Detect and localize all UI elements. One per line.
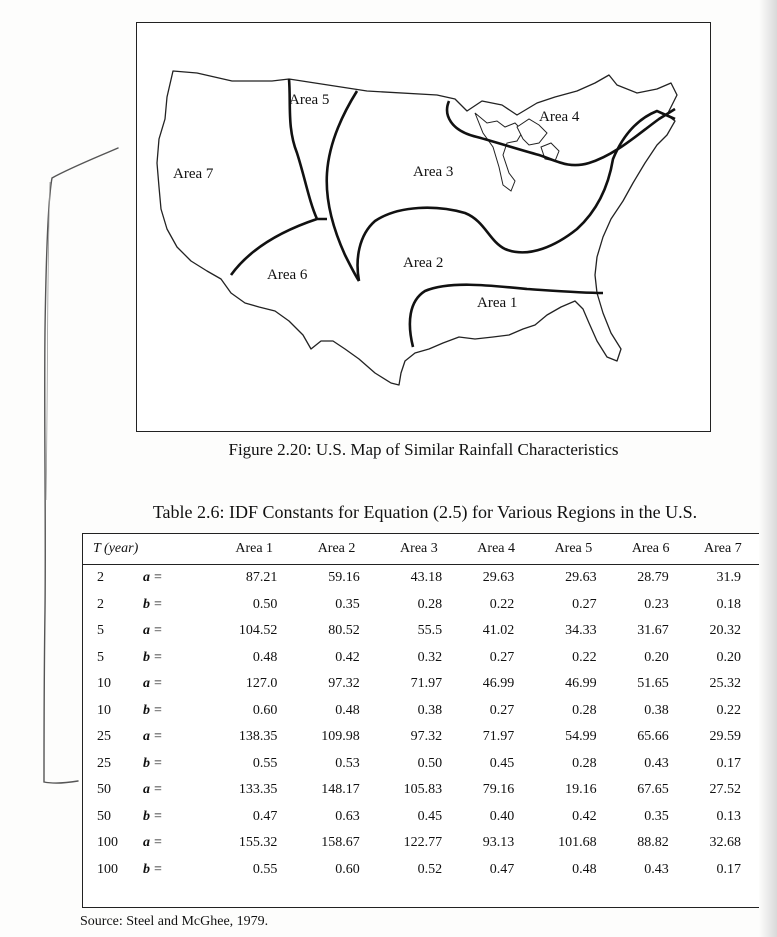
value-cell-area-7: 0.22	[716, 702, 741, 718]
value-cell-area-7: 29.59	[709, 729, 741, 745]
value-cell-area-5: 101.68	[558, 835, 597, 851]
area-6-label: Area 6	[267, 267, 308, 283]
value-cell-area-1: 0.55	[252, 755, 278, 771]
header-area-4: Area 4	[460, 534, 532, 565]
parameter-name: a	[143, 570, 150, 586]
table-row	[83, 777, 759, 804]
value-cell-area-3: 55.5	[417, 623, 443, 639]
value-cell-area-3: 0.52	[417, 861, 443, 877]
parameter-cell	[143, 830, 213, 857]
value-cell-area-2: 158.67	[321, 835, 360, 851]
return-period-cell: 50	[97, 782, 111, 798]
table-header-row	[83, 534, 759, 565]
parameter-name: a	[143, 729, 150, 745]
equals-sign: =	[154, 861, 162, 877]
us-outline	[157, 71, 677, 385]
header-area-7: Area 7	[687, 534, 759, 565]
value-cell-area-7: 31.9	[716, 570, 741, 586]
parameter-name: a	[143, 676, 150, 692]
value-cell-area-1: 0.55	[252, 861, 278, 877]
area-2-label: Area 2	[403, 255, 444, 271]
value-cell-area-7: 0.20	[716, 649, 741, 665]
return-period-cell: 5	[97, 649, 104, 665]
value-cell-area-5: 0.42	[572, 808, 597, 824]
value-cell-area-4: 0.47	[489, 861, 515, 877]
return-period-cell: 2	[97, 570, 104, 586]
value-cell-area-3: 105.83	[403, 782, 443, 798]
value-cell-area-1: 0.48	[252, 649, 278, 665]
table-row	[83, 830, 759, 857]
value-cell-area-5: 0.48	[572, 861, 597, 877]
parameter-cell	[143, 618, 213, 645]
value-cell-area-1: 0.47	[252, 808, 278, 824]
area-4-label: Area 4	[539, 109, 580, 125]
return-period-cell: 50	[97, 808, 111, 824]
equals-sign: =	[154, 676, 162, 692]
parameter-cell	[143, 751, 213, 778]
value-cell-area-6: 0.23	[644, 596, 669, 612]
value-cell-area-2: 109.98	[321, 729, 360, 745]
parameter-cell	[143, 671, 213, 698]
value-cell-area-2: 0.42	[335, 649, 360, 665]
return-period-cell: 2	[97, 596, 104, 612]
value-cell-area-7: 25.32	[709, 676, 741, 692]
value-cell-area-1: 127.0	[245, 676, 278, 692]
value-cell-area-3: 43.18	[410, 570, 443, 586]
value-cell-area-7: 0.17	[716, 861, 741, 877]
return-period-cell: 25	[97, 729, 111, 745]
parameter-name: a	[143, 782, 150, 798]
value-cell-area-6: 28.79	[637, 570, 669, 586]
value-cell-area-3: 0.28	[417, 596, 443, 612]
equals-sign: =	[154, 755, 162, 771]
table-row	[83, 671, 759, 698]
value-cell-area-6: 31.67	[637, 623, 669, 639]
table-row	[83, 618, 759, 645]
parameter-cell	[143, 804, 213, 831]
parameter-cell	[143, 645, 213, 672]
value-cell-area-4: 93.13	[482, 835, 515, 851]
value-cell-area-6: 0.38	[644, 702, 669, 718]
equals-sign: =	[154, 702, 162, 718]
parameter-cell	[143, 777, 213, 804]
parameter-name: b	[143, 861, 150, 877]
equals-sign: =	[154, 782, 162, 798]
equals-sign: =	[154, 596, 162, 612]
value-cell-area-1: 0.60	[252, 702, 278, 718]
return-period-cell: 100	[97, 835, 118, 851]
value-cell-area-4: 29.63	[482, 570, 515, 586]
page-edge-shadow	[759, 0, 777, 937]
value-cell-area-4: 0.45	[489, 755, 515, 771]
value-cell-area-2: 0.35	[335, 596, 360, 612]
idf-constants-table	[83, 534, 759, 883]
value-cell-area-5: 0.28	[572, 755, 597, 771]
value-cell-area-6: 0.43	[644, 861, 669, 877]
value-cell-area-1: 155.32	[238, 835, 278, 851]
value-cell-area-4: 71.97	[482, 729, 515, 745]
parameter-name: b	[143, 755, 150, 771]
us-map-drawing	[137, 23, 712, 433]
equals-sign: =	[154, 835, 162, 851]
parameter-cell	[143, 565, 213, 592]
value-cell-area-2: 59.16	[328, 570, 360, 586]
header-area-3: Area 3	[378, 534, 460, 565]
idf-constants-table-frame	[82, 533, 760, 908]
parameter-cell	[143, 857, 213, 884]
header-area-2: Area 2	[295, 534, 377, 565]
table-body	[83, 565, 759, 884]
value-cell-area-5: 19.16	[565, 782, 597, 798]
value-cell-area-5: 34.33	[565, 623, 597, 639]
value-cell-area-1: 0.50	[252, 596, 278, 612]
value-cell-area-5: 0.27	[572, 596, 597, 612]
table-row	[83, 724, 759, 751]
value-cell-area-2: 97.32	[328, 676, 360, 692]
parameter-cell	[143, 724, 213, 751]
value-cell-area-4: 0.27	[489, 649, 515, 665]
value-cell-area-3: 0.38	[417, 702, 443, 718]
value-cell-area-3: 0.50	[417, 755, 443, 771]
value-cell-area-6: 67.65	[637, 782, 669, 798]
value-cell-area-2: 0.63	[335, 808, 360, 824]
return-period-cell: 10	[97, 702, 111, 718]
value-cell-area-5: 54.99	[565, 729, 597, 745]
value-cell-area-1: 104.52	[238, 623, 278, 639]
value-cell-area-2: 0.53	[335, 755, 360, 771]
value-cell-area-2: 0.60	[335, 861, 360, 877]
return-period-cell: 100	[97, 861, 118, 877]
table-row	[83, 751, 759, 778]
value-cell-area-5: 0.22	[572, 649, 597, 665]
parameter-name: a	[143, 835, 150, 851]
value-cell-area-4: 46.99	[482, 676, 515, 692]
value-cell-area-2: 148.17	[321, 782, 360, 798]
table-row	[83, 592, 759, 619]
value-cell-area-6: 65.66	[637, 729, 669, 745]
value-cell-area-4: 79.16	[482, 782, 515, 798]
parameter-cell	[143, 698, 213, 725]
value-cell-area-3: 0.32	[417, 649, 443, 665]
value-cell-area-3: 122.77	[403, 835, 443, 851]
value-cell-area-6: 0.20	[644, 649, 669, 665]
value-cell-area-1: 138.35	[238, 729, 278, 745]
value-cell-area-7: 32.68	[709, 835, 741, 851]
parameter-name: b	[143, 808, 150, 824]
table-caption: Table 2.6: IDF Constants for Equation (2.5) for Various Regions in the U.S.	[152, 502, 698, 522]
return-period-cell: 25	[97, 755, 111, 771]
source-citation: Source: Steel and McGhee, 1979.	[80, 914, 269, 929]
value-cell-area-2: 0.48	[335, 702, 360, 718]
equals-sign: =	[154, 729, 162, 745]
equals-sign: =	[154, 649, 162, 665]
header-area-5: Area 5	[532, 534, 614, 565]
value-cell-area-5: 46.99	[565, 676, 597, 692]
value-cell-area-5: 29.63	[565, 570, 597, 586]
figure-caption: Figure 2.20: U.S. Map of Similar Rainfall Characteristics	[228, 440, 619, 459]
return-period-cell: 10	[97, 676, 111, 692]
header-param	[143, 534, 213, 565]
value-cell-area-7: 0.13	[716, 808, 741, 824]
area-3-label: Area 3	[413, 164, 454, 180]
area-7-label: Area 7	[173, 166, 214, 182]
equals-sign: =	[154, 570, 162, 586]
value-cell-area-6: 88.82	[637, 835, 669, 851]
value-cell-area-4: 0.27	[489, 702, 515, 718]
equals-sign: =	[154, 623, 162, 639]
value-cell-area-6: 0.35	[644, 808, 669, 824]
value-cell-area-7: 20.32	[709, 623, 741, 639]
table-row	[83, 857, 759, 884]
value-cell-area-7: 27.52	[709, 782, 741, 798]
value-cell-area-7: 0.18	[716, 596, 741, 612]
value-cell-area-3: 71.97	[410, 676, 443, 692]
parameter-name: b	[143, 702, 150, 718]
value-cell-area-4: 41.02	[482, 623, 515, 639]
area-5-label: Area 5	[289, 92, 330, 108]
value-cell-area-3: 97.32	[410, 729, 443, 745]
table-row	[83, 645, 759, 672]
area-1-label: Area 1	[477, 295, 518, 311]
parameter-cell	[143, 592, 213, 619]
parameter-name: a	[143, 623, 150, 639]
header-area-6: Area 6	[615, 534, 687, 565]
value-cell-area-4: 0.22	[489, 596, 515, 612]
header-t-year: T (year)	[83, 534, 143, 565]
value-cell-area-6: 0.43	[644, 755, 669, 771]
equals-sign: =	[154, 808, 162, 824]
us-rainfall-map	[136, 22, 711, 432]
table-row	[83, 565, 759, 592]
value-cell-area-7: 0.17	[716, 755, 741, 771]
value-cell-area-1: 133.35	[238, 782, 278, 798]
table-row	[83, 804, 759, 831]
value-cell-area-2: 80.52	[328, 623, 360, 639]
table-row	[83, 698, 759, 725]
value-cell-area-6: 51.65	[637, 676, 669, 692]
value-cell-area-4: 0.40	[489, 808, 515, 824]
value-cell-area-5: 0.28	[572, 702, 597, 718]
return-period-cell: 5	[97, 623, 104, 639]
parameter-name: b	[143, 596, 150, 612]
parameter-name: b	[143, 649, 150, 665]
value-cell-area-3: 0.45	[417, 808, 443, 824]
value-cell-area-1: 87.21	[245, 570, 278, 586]
header-area-1: Area 1	[213, 534, 295, 565]
